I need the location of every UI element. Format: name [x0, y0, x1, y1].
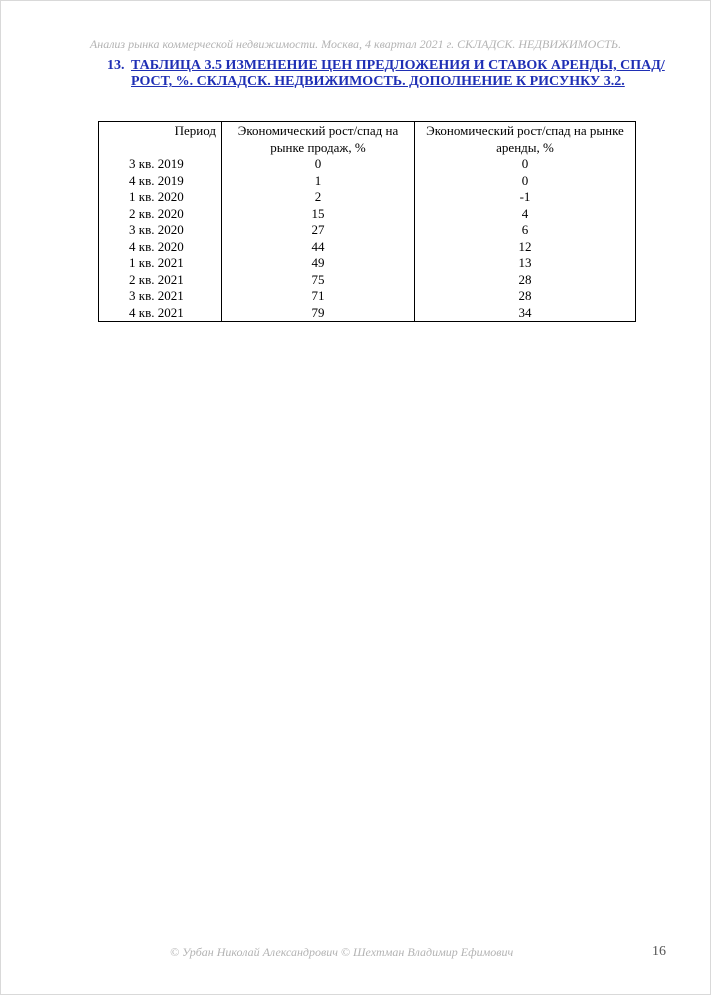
- rent-cell: 12: [415, 239, 636, 256]
- page-number: 16: [652, 944, 666, 959]
- sales-cell: 2: [222, 189, 415, 206]
- running-header: Анализ рынка коммерческой недвижимости. Москва, 4 квартал 2021 г. СКЛАДСК. НЕДВИЖИМОСТЬ.: [89, 37, 622, 51]
- sales-cell: 44: [222, 239, 415, 256]
- table-header-row: [99, 122, 636, 157]
- rent-cell: 6: [415, 222, 636, 239]
- rent-cell: 13: [415, 255, 636, 272]
- sales-cell: 15: [222, 206, 415, 223]
- table-row: [99, 156, 636, 173]
- sales-cell: 79: [222, 305, 415, 322]
- table-row: [99, 222, 636, 239]
- period-cell: 2 кв. 2020: [99, 206, 222, 223]
- table-row: [99, 288, 636, 305]
- period-cell: 1 кв. 2021: [99, 255, 222, 272]
- data-table: [98, 121, 636, 322]
- column-header-sales: Экономический рост/спад на рынке продаж, %: [222, 122, 415, 157]
- table-row: [99, 305, 636, 322]
- sales-cell: 71: [222, 288, 415, 305]
- sales-cell: 49: [222, 255, 415, 272]
- table-row: [99, 189, 636, 206]
- rent-cell: 28: [415, 272, 636, 289]
- period-cell: 4 кв. 2020: [99, 239, 222, 256]
- section-heading: [107, 58, 667, 90]
- period-cell: 2 кв. 2021: [99, 272, 222, 289]
- rent-cell: 28: [415, 288, 636, 305]
- period-cell: 3 кв. 2020: [99, 222, 222, 239]
- section-title: ТАБЛИЦА 3.5 ИЗМЕНЕНИЕ ЦЕН ПРЕДЛОЖЕНИЯ И СТАВОК АРЕНДЫ, СПАД/РОСТ, %. СКЛАДСК. НЕДВИЖИМОСТЬ. ДОПОЛНЕНИЕ К РИСУНКУ 3.2.: [131, 58, 665, 89]
- running-footer: © Урбан Николай Александрович © Шехтман Владимир Ефимович: [170, 945, 514, 959]
- sales-cell: 27: [222, 222, 415, 239]
- period-cell: 1 кв. 2020: [99, 189, 222, 206]
- table-row: [99, 206, 636, 223]
- period-cell: 3 кв. 2021: [99, 288, 222, 305]
- period-cell: 4 кв. 2019: [99, 173, 222, 190]
- sales-cell: 0: [222, 156, 415, 173]
- table-row: [99, 272, 636, 289]
- sales-cell: 1: [222, 173, 415, 190]
- table-row: [99, 239, 636, 256]
- rent-cell: 34: [415, 305, 636, 322]
- rent-cell: -1: [415, 189, 636, 206]
- period-cell: 4 кв. 2021: [99, 305, 222, 322]
- rent-cell: 4: [415, 206, 636, 223]
- period-cell: 3 кв. 2019: [99, 156, 222, 173]
- column-header-period: Период: [99, 122, 222, 157]
- rent-cell: 0: [415, 173, 636, 190]
- table-row: [99, 255, 636, 272]
- column-header-rent: Экономический рост/спад на рынке аренды, %: [415, 122, 636, 157]
- table-row: [99, 173, 636, 190]
- rent-cell: 0: [415, 156, 636, 173]
- sales-cell: 75: [222, 272, 415, 289]
- section-number: 13.: [107, 58, 125, 73]
